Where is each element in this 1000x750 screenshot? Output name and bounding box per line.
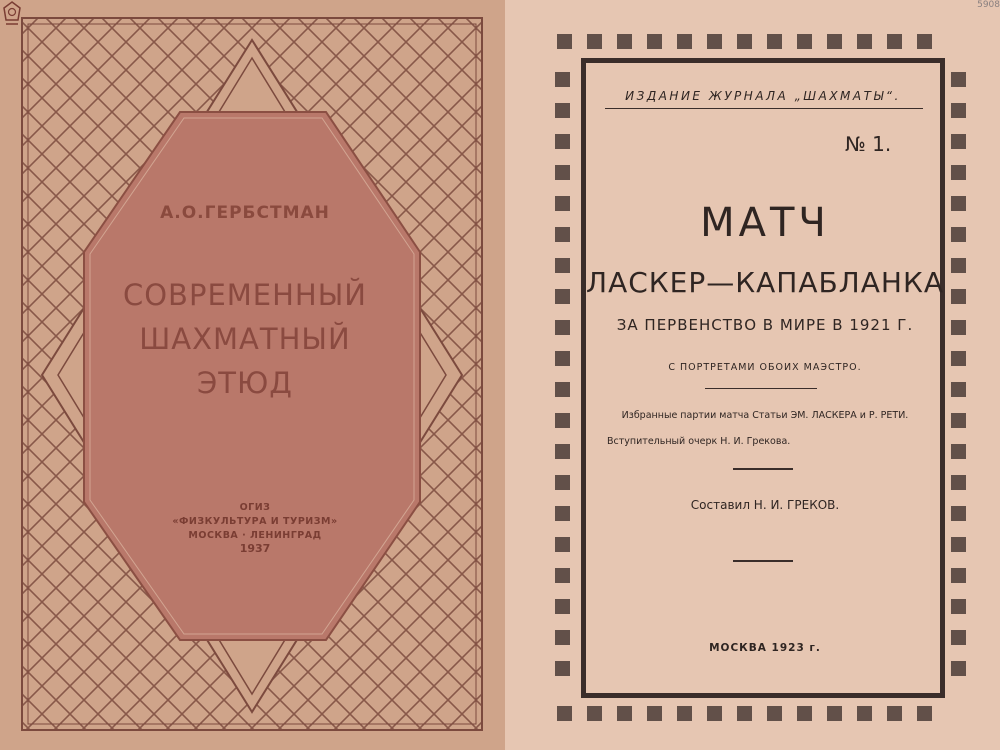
border-square xyxy=(951,258,966,273)
border-square xyxy=(951,630,966,645)
border-square xyxy=(887,706,902,721)
border-square xyxy=(647,34,662,49)
border-square xyxy=(555,165,570,180)
divider-rule-3 xyxy=(733,560,793,562)
border-square xyxy=(951,134,966,149)
border-square xyxy=(951,599,966,614)
border-square xyxy=(707,34,722,49)
left-book-title-line-1: СОВРЕМЕННЫЙ xyxy=(122,278,368,312)
border-square xyxy=(555,444,570,459)
compiled-by-line: Составил Н. И. ГРЕКОВ. xyxy=(690,498,840,512)
border-square xyxy=(617,706,632,721)
border-square xyxy=(555,227,570,242)
border-square xyxy=(951,444,966,459)
left-book-author: А.О.ГЕРБСТМАН xyxy=(160,203,330,223)
border-square xyxy=(917,34,932,49)
shelf-mark: 5908 xyxy=(977,0,1000,10)
border-square xyxy=(555,599,570,614)
border-square xyxy=(797,706,812,721)
border-square xyxy=(951,165,966,180)
border-square xyxy=(555,475,570,490)
border-square xyxy=(827,706,842,721)
publisher-emblem-icon xyxy=(0,0,24,26)
left-book-title-line-2: ШАХМАТНЫЙ xyxy=(139,322,351,356)
border-square xyxy=(555,661,570,676)
border-square xyxy=(555,134,570,149)
border-square xyxy=(647,706,662,721)
left-book-title-line-3: ЭТЮД xyxy=(197,366,293,400)
portraits-line: С ПОРТРЕТАМИ ОБОИХ МАЭСТРО. xyxy=(668,362,862,373)
players-title: ЛАСКЕР—КАПАБЛАНКА xyxy=(586,266,944,299)
border-square xyxy=(951,506,966,521)
city-year-line: МОСКВА 1923 г. xyxy=(709,642,821,654)
border-square xyxy=(951,351,966,366)
border-square xyxy=(767,706,782,721)
border-square xyxy=(857,706,872,721)
left-book-publisher-line-1: ОГИЗ xyxy=(239,502,271,513)
border-square xyxy=(951,227,966,242)
border-square xyxy=(555,630,570,645)
border-square xyxy=(951,568,966,583)
journal-underline xyxy=(605,108,923,109)
border-square xyxy=(797,34,812,49)
border-square xyxy=(707,706,722,721)
divider-rule-1 xyxy=(705,388,817,389)
border-square xyxy=(677,34,692,49)
divider-rule-2 xyxy=(733,468,793,470)
border-square xyxy=(887,34,902,49)
border-square xyxy=(555,103,570,118)
border-square xyxy=(555,568,570,583)
border-square xyxy=(617,34,632,49)
border-square xyxy=(555,289,570,304)
border-square xyxy=(555,320,570,335)
border-square xyxy=(587,34,602,49)
border-square xyxy=(951,103,966,118)
border-square xyxy=(827,34,842,49)
border-square xyxy=(857,34,872,49)
border-square xyxy=(555,537,570,552)
left-book-year: 1937 xyxy=(239,542,271,555)
border-square xyxy=(737,34,752,49)
border-square xyxy=(555,258,570,273)
border-square xyxy=(951,475,966,490)
left-book-publisher-line-3: МОСКВА · ЛЕНИНГРАД xyxy=(188,530,322,541)
border-square xyxy=(677,706,692,721)
border-square xyxy=(557,706,572,721)
border-square xyxy=(767,34,782,49)
border-square xyxy=(951,537,966,552)
border-square xyxy=(555,506,570,521)
journal-line: ИЗДАНИЕ ЖУРНАЛА „ШАХМАТЫ“. xyxy=(625,89,901,103)
border-square xyxy=(951,72,966,87)
border-square xyxy=(951,320,966,335)
border-square xyxy=(951,382,966,397)
championship-line: ЗА ПЕРВЕНСТВО В МИРЕ В 1921 Г. xyxy=(616,316,914,334)
left-book-publisher-line-2: «ФИЗКУЛЬТУРА И ТУРИЗМ» xyxy=(172,516,338,527)
border-square xyxy=(951,289,966,304)
border-square xyxy=(587,706,602,721)
border-square xyxy=(951,661,966,676)
border-square xyxy=(555,196,570,211)
selected-games-line: Избранные партии матча Статьи ЭМ. ЛАСКЕРА и Р. РЕТИ. xyxy=(621,410,909,421)
right-book-cover xyxy=(505,0,1000,750)
border-square xyxy=(951,413,966,428)
match-title: МАТЧ xyxy=(700,200,830,246)
border-square xyxy=(555,351,570,366)
border-square xyxy=(917,706,932,721)
border-square xyxy=(555,72,570,87)
border-square xyxy=(555,413,570,428)
border-square xyxy=(737,706,752,721)
border-square xyxy=(555,382,570,397)
border-square xyxy=(951,196,966,211)
issue-number: № 1. xyxy=(845,132,892,156)
border-square xyxy=(557,34,572,49)
intro-essay-line: Вступительный очерк Н. И. Грекова. xyxy=(607,436,791,447)
